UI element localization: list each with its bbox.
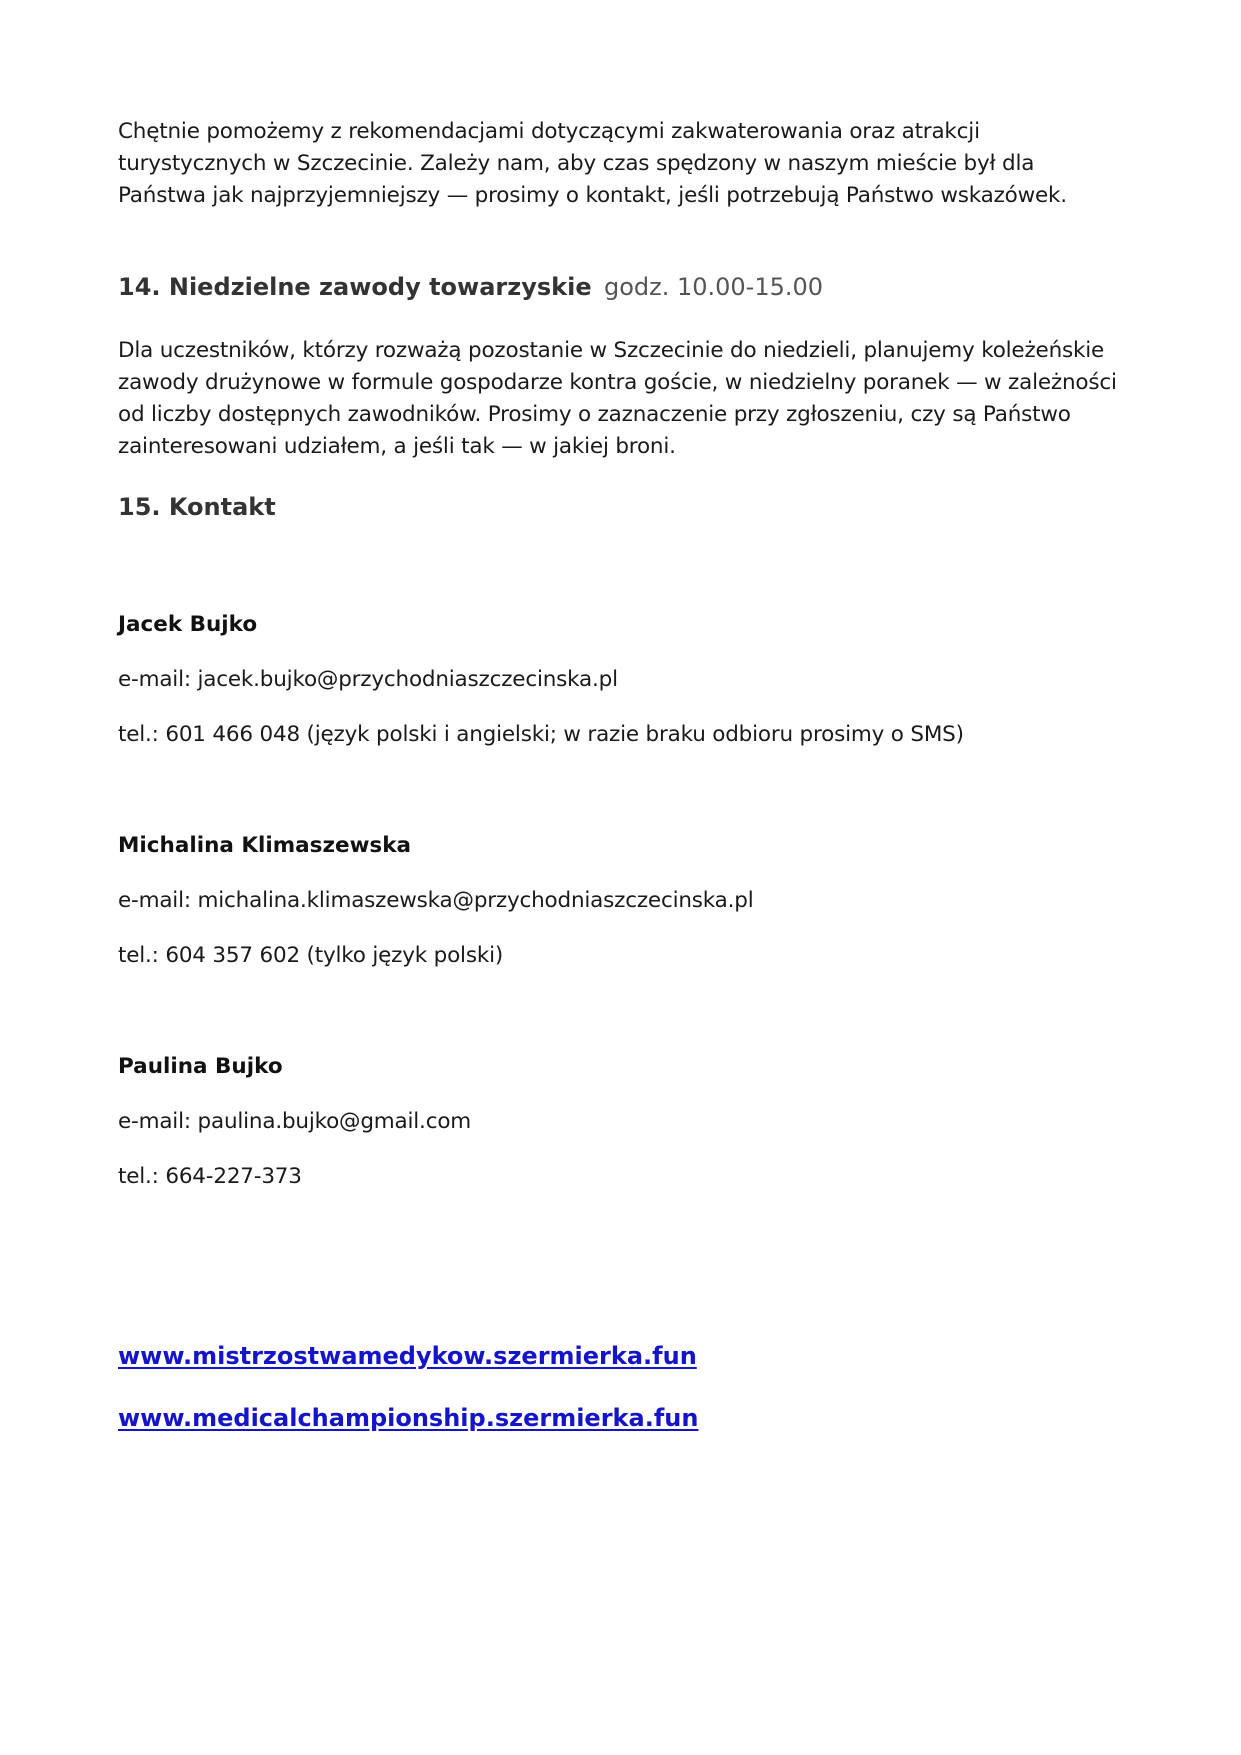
- website-link-english[interactable]: www.medicalchampionship.szermierka.fun: [118, 1404, 699, 1432]
- contact-email-paulina: e-mail: paulina.bujko@gmail.com: [118, 1109, 472, 1134]
- contact-name-paulina: Paulina Bujko: [118, 1054, 283, 1079]
- section-15-heading: 15. Kontakt: [118, 493, 276, 521]
- contact-phone-michalina: tel.: 604 357 602 (tylko język polski): [118, 943, 504, 968]
- contact-email-michalina: e-mail: michalina.klimaszewska@przychodniaszczecinska.pl: [118, 888, 754, 913]
- contact-phone-paulina: tel.: 664-227-373: [118, 1164, 302, 1189]
- intro-paragraph: Chętnie pomożemy z rekomendacjami dotyczącymi zakwaterowania oraz atrakcji turystycznych w Szczecinie. Zależy nam, aby czas spędzony w naszym mieście był dla Państwa jak najprzyjemniejszy — prosimy o kontakt, jeśli potrzebują Państwo wskazówek.: [118, 119, 1067, 208]
- contact-name-michalina: Michalina Klimaszewska: [118, 833, 412, 858]
- contact-email-jacek: e-mail: jacek.bujko@przychodniaszczecinska.pl: [118, 667, 618, 692]
- contact-phone-jacek: tel.: 601 466 048 (język polski i angielski; w razie braku odbioru prosimy o SMS): [118, 722, 964, 747]
- section-14-time: godz. 10.00-15.00: [603, 273, 824, 301]
- contact-name-jacek: Jacek Bujko: [118, 612, 258, 637]
- section-14-body: Dla uczestników, którzy rozważą pozostanie w Szczecinie do niedzieli, planujemy koleżeńskie zawody drużynowe w formule gospodarze kontra goście, w niedzielny poranek — w zależności od liczby dostępnych zawodników. Prosimy o zaznaczenie przy zgłoszeniu, czy są Państwo zainteresowani udziałem, a jeśli tak — w jakiej broni.: [118, 338, 1117, 459]
- section-14-title: 14. Niedzielne zawody towarzyskie: [118, 273, 592, 301]
- website-link-polish[interactable]: www.mistrzostwamedykow.szermierka.fun: [118, 1342, 697, 1370]
- section-14-heading: [118, 273, 823, 301]
